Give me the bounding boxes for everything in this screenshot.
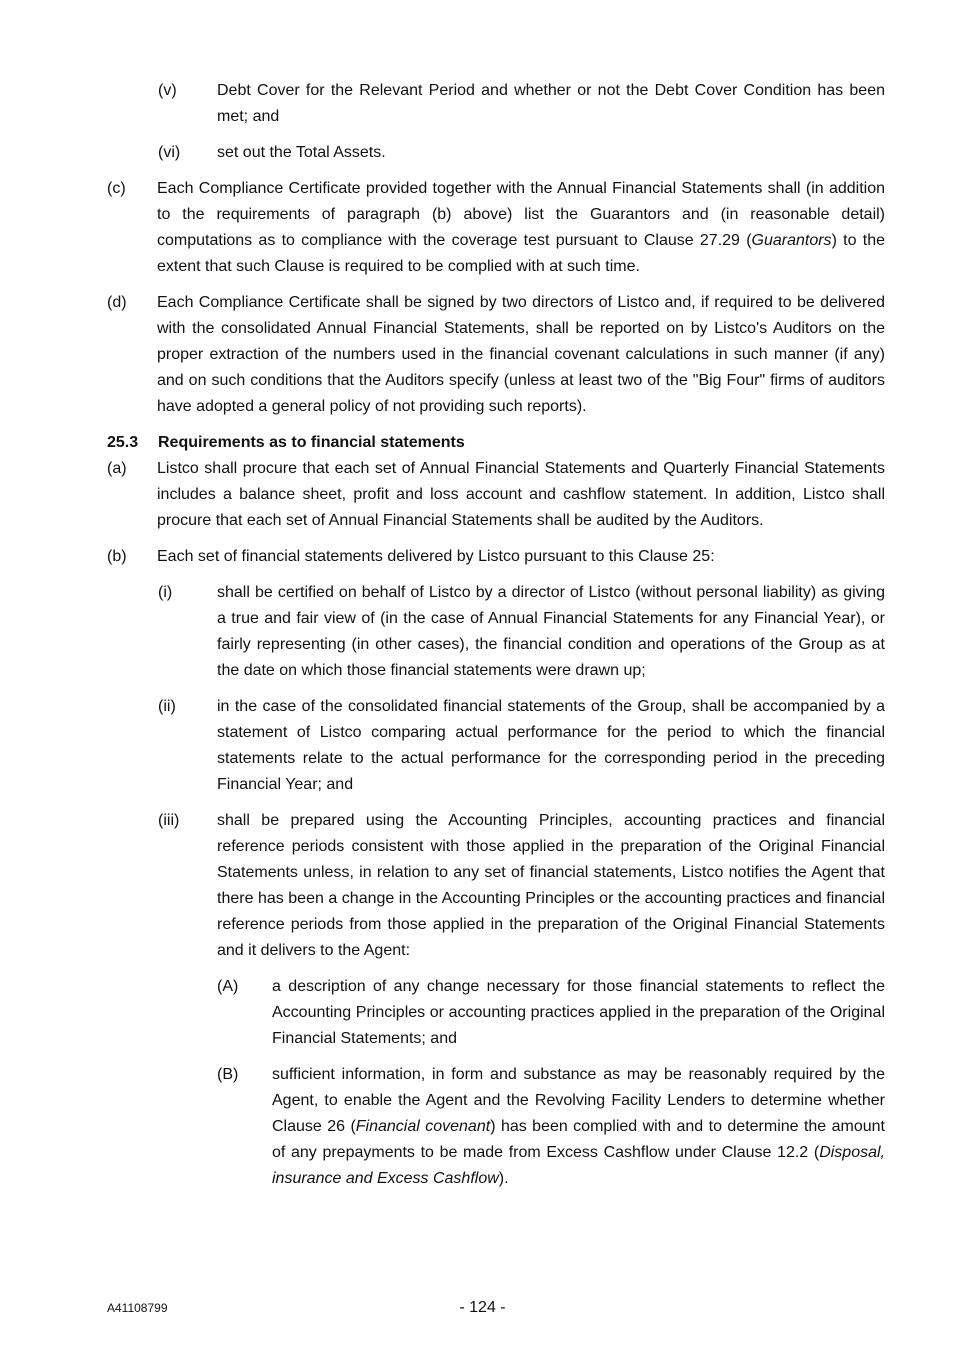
section-number: 25.3 [107, 434, 139, 451]
paragraph-label: (a) [107, 460, 127, 477]
subitem-text-part: ) has been complied with and to determine the amount of any prepayments to be made from Excess Cashflow under Clause 12.2 ( [272, 1118, 885, 1161]
item-text: set out the Total Assets. [217, 144, 386, 161]
item-label: (v) [158, 82, 177, 99]
subitem-text-part: sufficient information, in form and substance as may be reasonably required by the Agent, to enable the Agent and the Revolving Facility Lenders to determine whether Clause 26 ( [272, 1066, 885, 1135]
paragraph-d: Each Compliance Certificate shall be signed by two directors of Listco and, if required to be delivered with the consolidated Annual Financial Statements, shall be reported on by Listco's Auditors on the proper extraction of the numbers used in the financial covenant calculations in such manner (if any) and on such conditions that the Auditors specify (unless at least two of the "Big Four" firms of auditors have adopted a general policy of not providing such reports). [157, 294, 885, 415]
paragraph-label: (d) [107, 294, 127, 311]
item-text: shall be certified on behalf of Listco by a director of Listco (without personal liability) as giving a true and fair view of (in the case of Annual Financial Statements for any Financial Year), or fairly representing (in other cases), the financial condition and operations of the Group as at the date on which those financial statements were drawn up; [217, 584, 885, 679]
subitem-text-part: ). [498, 1170, 509, 1187]
subitem-text [272, 1062, 885, 1192]
paragraph-text: Each Compliance Certificate provided together with the Annual Financial Statements shall (in addition to the requirements of paragraph (b) above) list the Guarantors and (in reasonable detail) computations as to compliance with the coverage test pursuant to Clause 27.29 ( [157, 180, 885, 249]
clause-title: Guarantors [751, 232, 832, 249]
section-heading: Requirements as to financial statements [158, 434, 465, 451]
paragraph-c [157, 176, 885, 280]
subitem-label: (A) [217, 978, 239, 995]
paragraph-a: Listco shall procure that each set of Annual Financial Statements and Quarterly Financial Statements includes a balance sheet, profit and loss account and cashflow statement. In addition, Listco shall procure that each set of Annual Financial Statements shall be audited by the Auditors. [157, 460, 885, 529]
item-label: (vi) [158, 144, 181, 161]
paragraph-b: Each set of financial statements delivered by Listco pursuant to this Clause 25: [157, 548, 715, 565]
item-label: (iii) [158, 812, 180, 829]
item-text: Debt Cover for the Relevant Period and whether or not the Debt Cover Condition has been met; and [217, 82, 885, 125]
item-label: (ii) [158, 698, 176, 715]
clause-title: Financial covenant [355, 1118, 491, 1135]
paragraph-text: ) to the extent that such Clause is required to be complied with at such time. [157, 232, 885, 275]
clause-title: Disposal, insurance and Excess Cashflow [272, 1144, 885, 1187]
paragraph-label: (b) [107, 548, 127, 565]
paragraph-label: (c) [107, 180, 126, 197]
page-number: - 124 - [459, 1299, 506, 1316]
item-text: in the case of the consolidated financial statements of the Group, shall be accompanied by a statement of Listco comparing actual performance for the period to which the financial statements relate to the actual performance for the corresponding period in the preceding Financial Year; and [217, 698, 885, 793]
item-text: shall be prepared using the Accounting Principles, accounting practices and financial reference periods consistent with those applied in the preparation of the Original Financial Statements unless, in relation to any set of financial statements, Listco notifies the Agent that there has been a change in the Accounting Principles or the accounting practices and financial reference periods from those applied in the preparation of the Original Financial Statements and it delivers to the Agent: [217, 812, 885, 959]
document-reference: A41108799 [107, 1301, 168, 1315]
subitem-text: a description of any change necessary for those financial statements to reflect the Accounting Principles or accounting practices applied in the preparation of the Original Financial Statements; and [272, 978, 885, 1047]
subitem-label: (B) [217, 1066, 239, 1083]
item-label: (i) [158, 584, 173, 601]
